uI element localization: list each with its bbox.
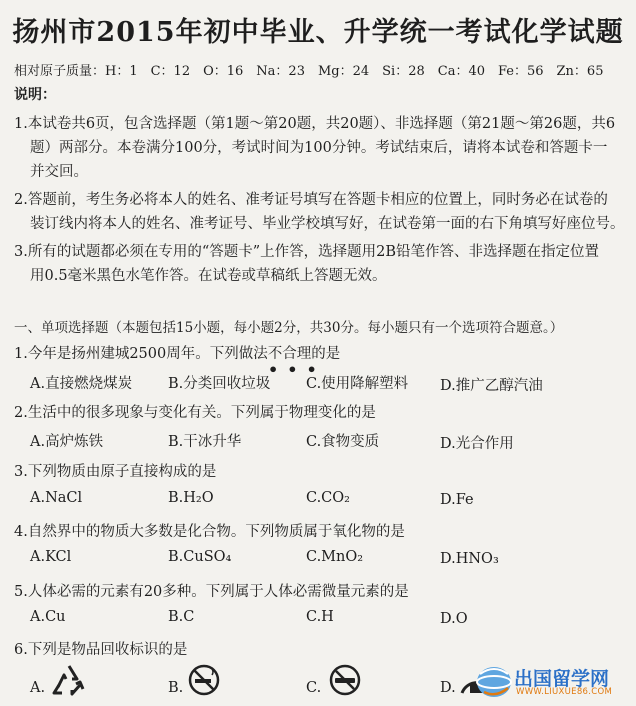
- q3-option-c: C.CO₂: [306, 490, 350, 506]
- q2-option-a: A.高炉炼铁: [30, 434, 104, 450]
- q4-option-b: B.CuSO₄: [168, 549, 232, 565]
- q1-option-b: B.分类回收垃圾: [168, 376, 271, 392]
- note-1-line-1: 1.本试卷共6页，包含选择题（第1题～第20题，共20题）、非选择题（第21题～第26题，共6: [14, 116, 616, 132]
- q6-option-c: C.: [306, 680, 322, 696]
- recycle-icon: [50, 663, 88, 697]
- q5-option-d: D.O: [440, 611, 468, 627]
- note-2-line-2: 装订线内将本人的姓名、准考证号、毕业学校填写好，在试卷第一面的右下角填写好座位号。: [30, 216, 625, 232]
- q6-option-b: B.: [168, 680, 184, 696]
- atomic-masses: 相对原子质量：H：1 C：12 O：16 Na：23 Mg：24 Si：28 Ca：40 Fe：56 Zn：65: [14, 64, 604, 79]
- q5-option-c: C.H: [306, 609, 334, 625]
- q2-option-d: D.光合作用: [440, 436, 514, 452]
- q5-option-b: B.C: [168, 609, 195, 625]
- q4-option-d: D.HNO₃: [440, 551, 499, 567]
- section-heading: 一、单项选择题（本题包括15小题，每小题2分，共30分。每小题只有一个选项符合题意。）: [14, 320, 564, 336]
- emphasis-dots: •••: [268, 360, 326, 379]
- q1-option-c: C.使用降解塑料: [306, 376, 409, 392]
- q1-option-a: A.直接燃烧煤炭: [30, 376, 133, 392]
- no-smoking-icon: [185, 663, 223, 697]
- note-2-line-1: 2.答题前，考生务必将本人的姓名、准考证号填写在答题卡相应的位置上，同时务必在试卷的: [14, 192, 608, 208]
- q3-option-b: B.H₂O: [168, 490, 214, 506]
- globe-icon: [474, 662, 514, 702]
- q6-option-a: A.: [30, 680, 46, 696]
- q5-option-a: A.Cu: [30, 609, 66, 625]
- q3-option-a: A.NaCl: [30, 490, 83, 506]
- note-3-line-2: 用0.5毫米黑色水笔作答。在试卷或草稿纸上答题无效。: [30, 268, 387, 284]
- q3-option-d: D.Fe: [440, 492, 474, 508]
- note-1-line-3: 并交回。: [30, 164, 88, 180]
- watermark: [474, 662, 636, 702]
- no-smoking-circle-icon: [326, 663, 364, 697]
- note-1-line-2: 题）两部分。本卷满分100分，考试时间为100分钟。考试结束后，请将本试卷和答题卡一: [30, 140, 608, 156]
- q2-option-b: B.干冰升华: [168, 434, 242, 450]
- q4-option-c: C.MnO₂: [306, 549, 364, 565]
- note-3-line-1: 3.所有的试题都必须在专用的“答题卡”上作答，选择题用2B铅笔作答、非选择题在指定位置: [14, 244, 600, 260]
- question-3-stem: 3.下列物质由原子直接构成的是: [14, 464, 217, 480]
- q1-option-d: D.推广乙醇汽油: [440, 378, 543, 394]
- q4-option-a: A.KCl: [30, 549, 72, 565]
- notes-heading: 说明：: [14, 87, 56, 103]
- watermark-text: 出国留学网: [514, 668, 610, 690]
- exam-title: 扬州市2015年初中毕业、升学统一考试化学试题: [12, 17, 624, 48]
- question-1-stem: 1.今年是扬州建城2500周年。下列做法不合理的是: [14, 346, 341, 362]
- watermark-url: WWW.LIUXUE86.COM: [516, 687, 613, 697]
- q2-option-c: C.食物变质: [306, 434, 380, 450]
- q6-option-d: D.: [440, 680, 456, 696]
- question-2-stem: 2.生活中的很多现象与变化有关。下列属于物理变化的是: [14, 405, 376, 421]
- question-4-stem: 4.自然界中的物质大多数是化合物。下列物质属于氧化物的是: [14, 524, 405, 540]
- question-5-stem: 5.人体必需的元素有20多种。下列属于人体必需微量元素的是: [14, 584, 409, 600]
- question-6-stem: 6.下列是物品回收标识的是: [14, 642, 188, 658]
